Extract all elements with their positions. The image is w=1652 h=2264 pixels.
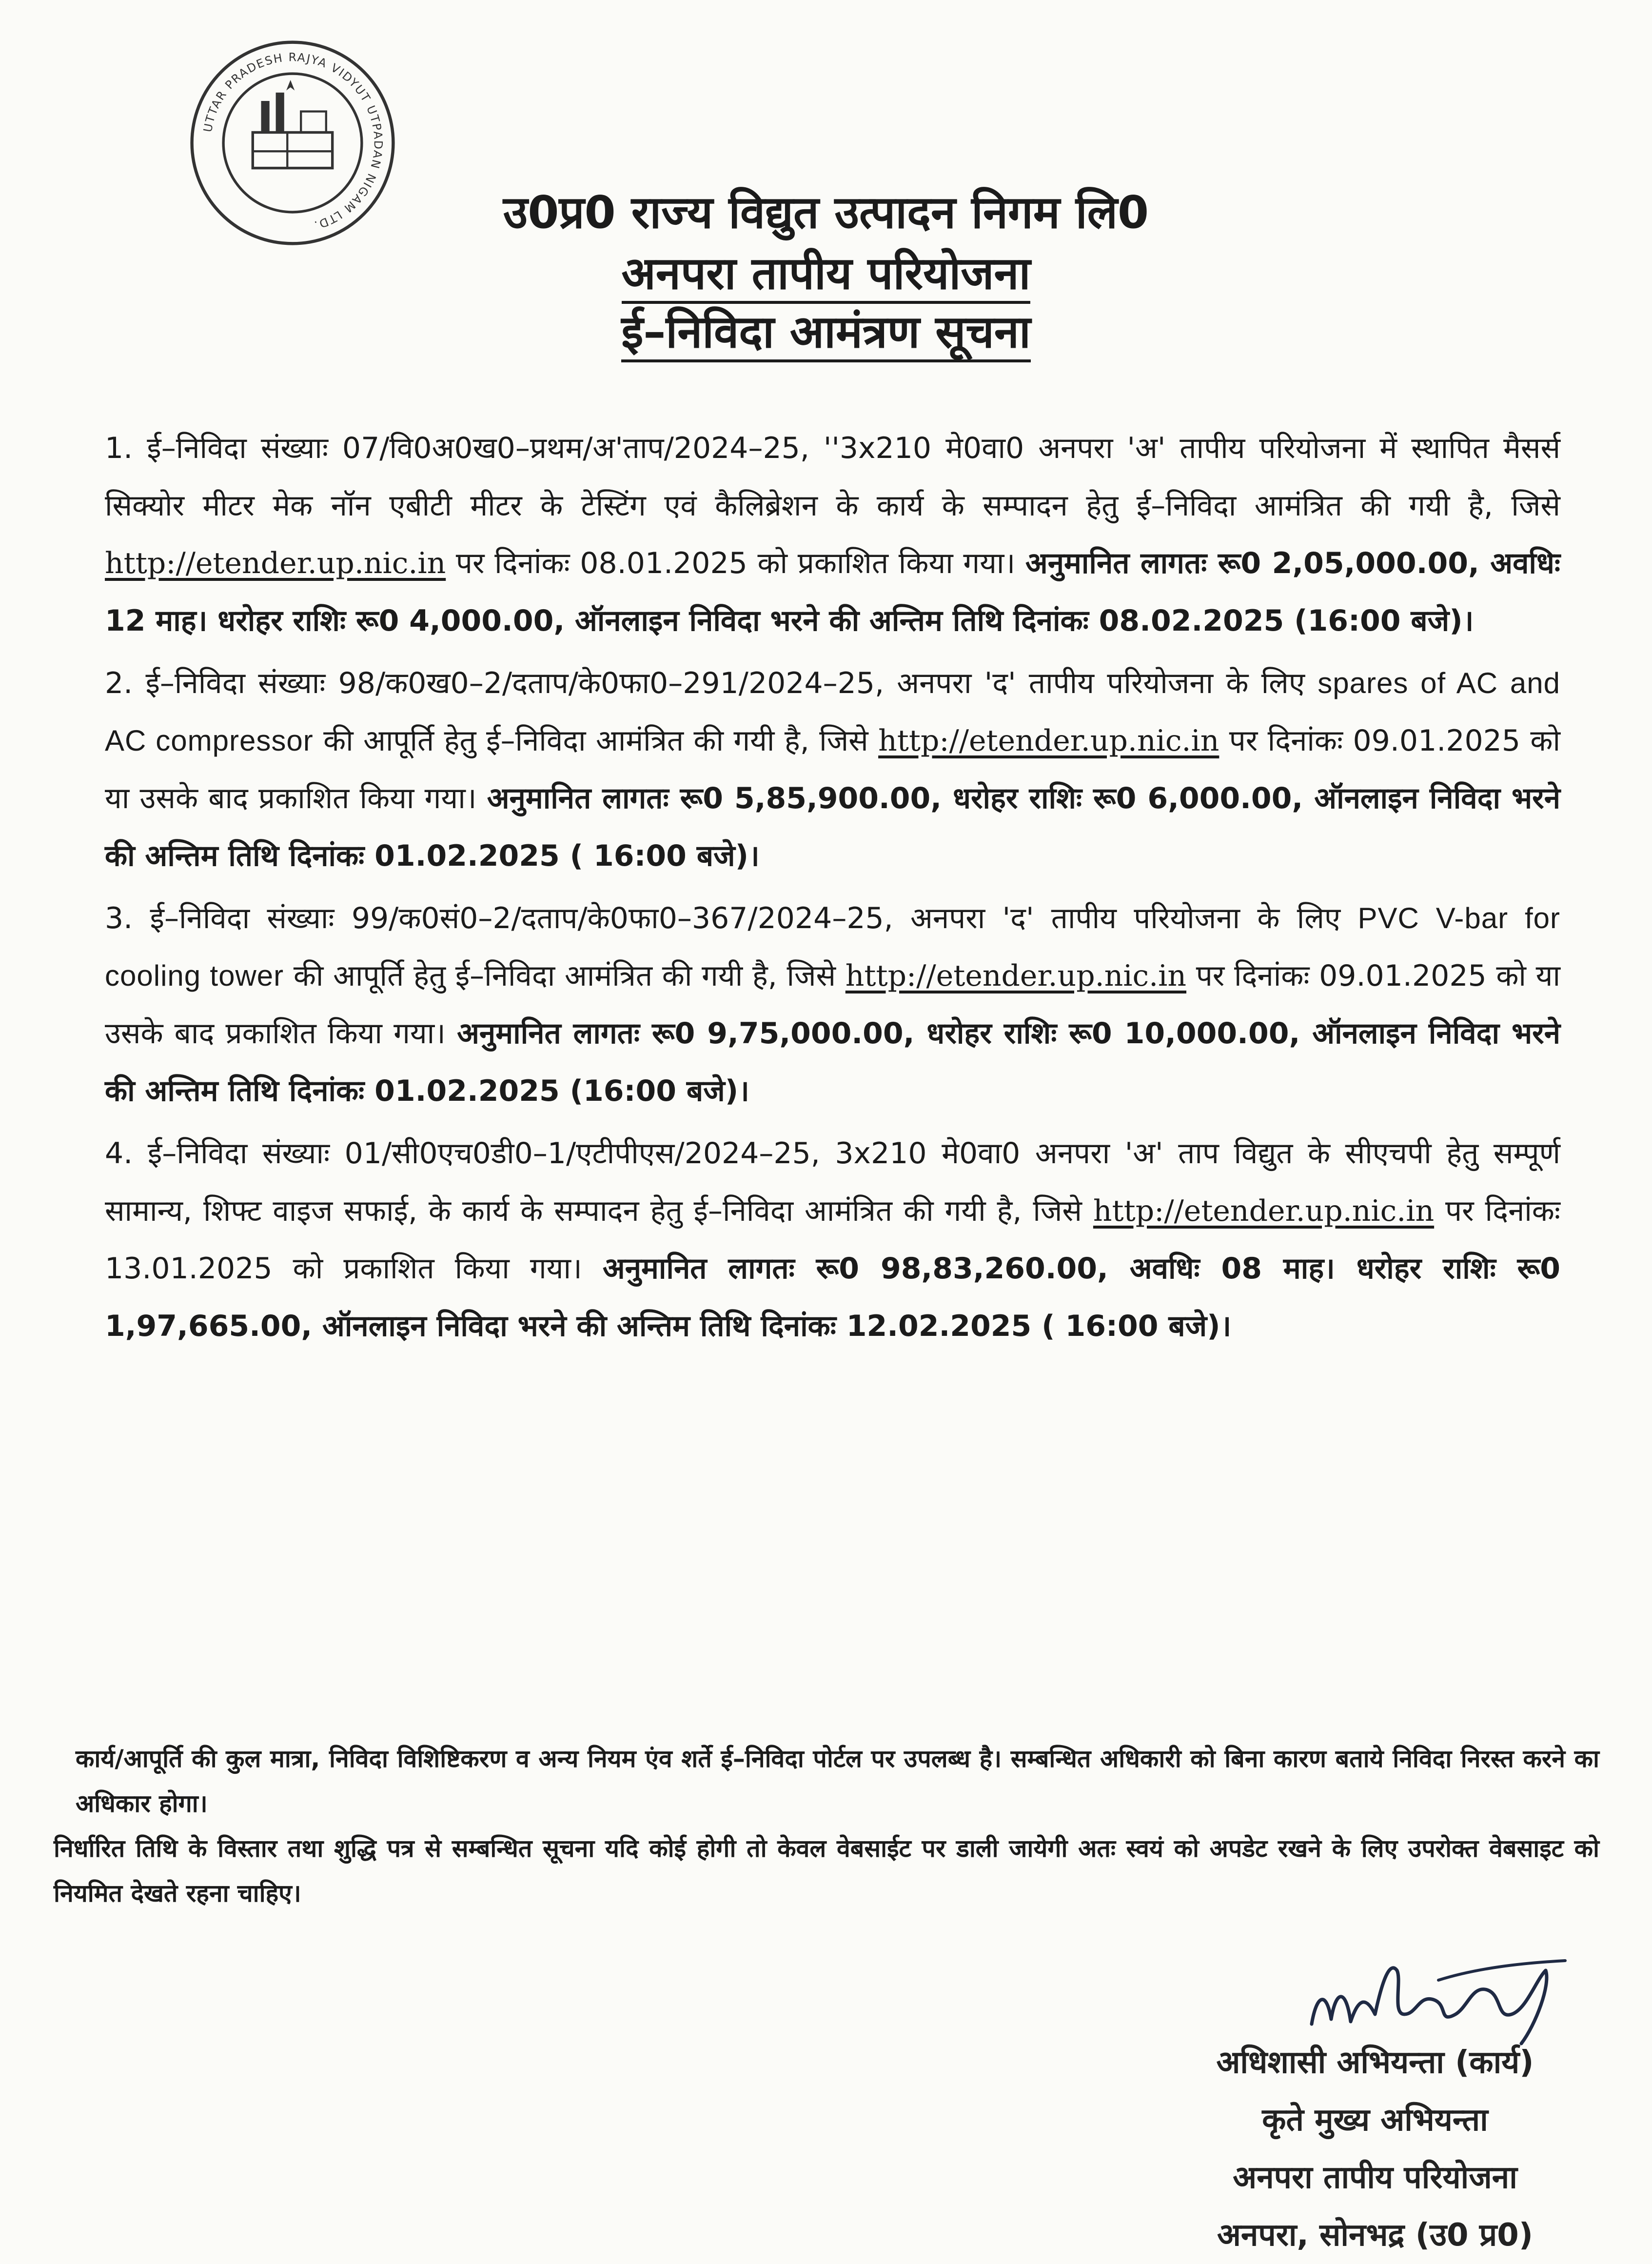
signatory-project: अनपरा तापीय परियोजना: [1233, 2160, 1517, 2196]
project-name-heading: अनपरा तापीय परियोजना: [0, 249, 1652, 304]
footnote-terms: कार्य/आपूर्ति की कुल मात्रा, निविदा विशिष्टिकरण व अन्य नियम एंव शर्ते ई–निविदा पोर्टल पर उपलब्ध है। सम्बन्धित अधिकारी को बिना कारण बताये निविदा निरस्त करने का अधिकार होगा।: [76, 1745, 1599, 1818]
etender-link[interactable]: http://etender.up.nic.in: [105, 546, 446, 580]
tender-item-2: 2. ई–निविदा संख्याः 98/क0ख0–2/दताप/के0फा0–291/2024–25, अनपरा 'द' तापीय परियोजना के लिए spares of AC and AC compressor की आपूर्ति हेतु ई–निविदा आमंत्रित की गयी है, जिसे http://etender.up.nic.in पर दिनांकः 09.01.2025 को या उसके बाद प्रकाशित किया गया। अनुमानित लागतः रू0 5,85,900.00, धरोहर राशिः रू0 6,000.00, ऑनलाइन निविदा भरने की अन्तिम तिथि दिनांकः 01.02.2025 ( 16:00 बजे)।: [105, 666, 1560, 873]
tender-item-3: 3. ई–निविदा संख्याः 99/क0सं0–2/दताप/के0फा0–367/2024–25, अनपरा 'द' तापीय परियोजना के लिए PVC V-bar for cooling tower की आपूर्ति हेतु ई–निविदा आमंत्रित की गयी है, जिसे http://etender.up.nic.in पर दिनांकः 09.01.2025 को या उसके बाद प्रकाशित किया गया। अनुमानित लागतः रू0 9,75,000.00, धरोहर राशिः रू0 10,000.00, ऑनलाइन निविदा भरने की अन्तिम तिथि दिनांकः 01.02.2025 (16:00 बजे)।: [105, 901, 1561, 1108]
footnote: [54, 1736, 1599, 1916]
signatory-on-behalf: कृते मुख्य अभियन्ता: [1262, 2102, 1488, 2138]
notice-title-heading: ई–निविदा आमंत्रण सूचना: [0, 307, 1652, 362]
seal-ring-text: UTTAR PRADESH RAJYA VIDYUT UTPADAN NIGAM LTD.: [200, 50, 385, 233]
etender-link[interactable]: http://etender.up.nic.in: [878, 724, 1219, 758]
footnote-website-update: निर्धारित तिथि के विस्तार तथा शुद्धि पत्र से सम्बन्धित सूचना यदि कोई होगी तो केवल वेबसाईट पर डाली जायेगी अतः स्वयं को अपडेट रखने के लिए उपरोक्त वेबसाइट को नियमित देखते रहना चाहिए।: [54, 1834, 1599, 1907]
signatory-location: अनपरा, सोनभद्र (उ0 प्र0): [1217, 2217, 1534, 2253]
etender-link[interactable]: http://etender.up.nic.in: [1093, 1194, 1435, 1228]
signatory-block: [1160, 2034, 1590, 2264]
tender-list: [105, 419, 1560, 1360]
corporation-name-heading: उ0प्र0 राज्य विद्युत उत्पादन निगम लि0: [503, 186, 1149, 238]
etender-link[interactable]: http://etender.up.nic.in: [845, 959, 1187, 993]
signatory-designation: अधिशासी अभियन्ता (कार्य): [1216, 2045, 1534, 2081]
tender-item-4: 4. ई–निविदा संख्याः 01/सी0एच0डी0–1/एटीपीएस/2024–25, 3x210 मे0वा0 अनपरा 'अ' ताप विद्युत के सीएचपी हेतु सम्पूर्ण सामान्य, शिफ्ट वाइज सफाई, के कार्य के सम्पादन हेतु ई–निविदा आमंत्रित की गयी है, जिसे http://etender.up.nic.in पर दिनांकः 13.01.2025 को प्रकाशित किया गया। अनुमानित लागतः रू0 98,83,260.00, अवधिः 08 माह। धरोहर राशिः रू0 1,97,665.00, ऑनलाइन निविदा भरने की अन्तिम तिथि दिनांकः 12.02.2025 ( 16:00 बजे)।: [105, 1136, 1560, 1343]
tender-item-1: 1. ई–निविदा संख्याः 07/वि0अ0ख0–प्रथम/अ'ताप/2024–25, ''3x210 मे0वा0 अनपरा 'अ' तापीय परियोजना में स्थापित मैसर्स सिक्योर मीटर मेक नॉन एबीटी मीटर के टेस्टिंग एवं कैलिब्रेशन के कार्य के सम्पादन हेतु ई–निविदा आमंत्रित की गयी है, जिसे http://etender.up.nic.in पर दिनांकः 08.01.2025 को प्रकाशित किया गया। अनुमानित लागतः रू0 2,05,000.00, अवधिः 12 माह। धरोहर राशिः रू0 4,000.00, ऑनलाइन निविदा भरने की अन्तिम तिथि दिनांकः 08.02.2025 (16:00 बजे)।: [105, 431, 1560, 638]
